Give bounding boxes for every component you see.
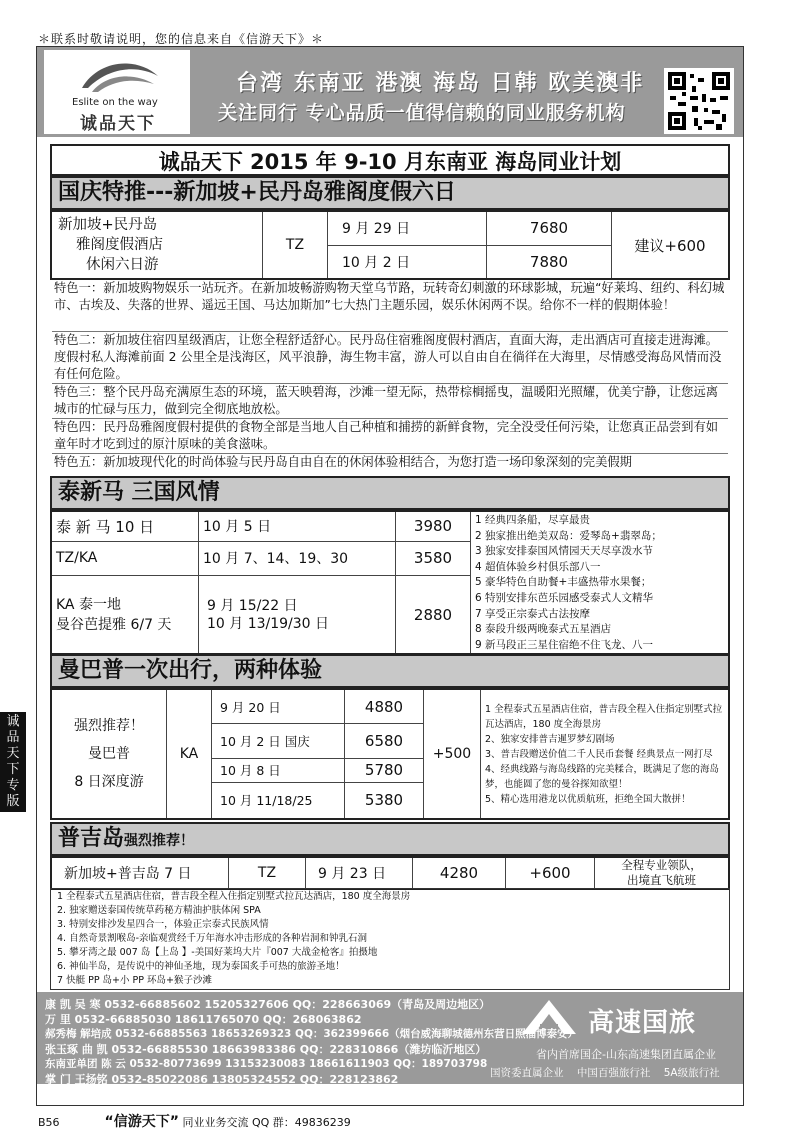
- feature-item: 2、独家安排普吉暹罗梦幻剧场: [485, 733, 615, 745]
- product-line: 8 日深度游: [74, 774, 144, 790]
- product-line: 曼巴普: [88, 746, 130, 762]
- section4-table: [50, 856, 730, 890]
- departure-date: 10 月 8 日: [212, 758, 345, 782]
- feature-item: 1 全程泰式五星酒店住宿，普吉段全程入住指定别墅式拉瓦达酒店，180 度全海景房: [57, 891, 411, 902]
- feature-item: 3、普吉段赠送价值二千人民币套餐 经典景点一网打尽: [485, 748, 713, 760]
- slogan-tagline: 关注同行 专心品质一值得信赖的同业服务机构: [218, 102, 626, 124]
- company-name: 高速国旅: [588, 1008, 697, 1038]
- airline-code: TZ: [229, 857, 306, 889]
- contact-line: 掌 门 王扬铭 0532-85022086 13805324552 QQ：228123862: [45, 1073, 399, 1086]
- departure-date: 10 月 5 日: [199, 511, 396, 541]
- feature-paragraph: 特色一：新加坡购物娱乐一站玩齐。在新加坡畅游购物天堂乌节路，玩转奇幻刺激的环球影城，玩遍“好莱坞、纽约、科幻城市、古埃及、失落的世界、遥远王国、马达加斯加”七大热门主题乐园，娱乐休闲两不误。给你不一样的假期体验！: [52, 280, 728, 332]
- departure-date: 10 月 2 日: [328, 245, 487, 279]
- product-name: [51, 576, 199, 655]
- feature-item: 3. 特别安排沙发星四合一，体验正宗泰式民族风情: [57, 919, 269, 930]
- departure-date: 9 月 20 日: [212, 689, 345, 724]
- qr-code-icon: [664, 68, 734, 134]
- contact-line: 康 凯 吴 寒 0532-66885602 15205327606 QQ：228663069（青岛及周边地区）: [45, 998, 491, 1011]
- price: 7880: [487, 245, 612, 279]
- feature-item: 7 快艇 PP 岛+小 PP 环岛+猴子沙滩: [57, 975, 212, 986]
- price: 4880: [345, 689, 424, 724]
- company-subtitle: 省内首席国企-山东高速集团直属企业: [536, 1048, 716, 1061]
- feature-item: 8 泰段升级两晚泰式五星酒店: [475, 623, 612, 636]
- feature-item: 4. 自然奇景割喉岛-亲临观赏经千万年海水冲击形成的各种岩洞和钟乳石洞: [57, 933, 368, 944]
- section3-product: [51, 689, 167, 819]
- contact-line: 东南亚单团 陈 云 0532-80773699 13153230083 18661611903 QQ：189703798: [45, 1058, 488, 1070]
- page-number: B56: [38, 1116, 60, 1129]
- departure-date: [199, 576, 396, 655]
- section1-table: [50, 210, 730, 280]
- product-name: 新加坡+普吉岛 7 日: [51, 857, 229, 889]
- departure-date: 10 月 7、14、19、30: [199, 541, 396, 575]
- price: 6580: [345, 724, 424, 759]
- price: 3980: [396, 511, 471, 541]
- slogan-destinations: 台湾 东南亚 港澳 海岛 日韩 欧美澳非: [236, 71, 645, 96]
- feature-item: 4、经典线路与海岛线路的完美糅合，既满足了您的海岛梦，也能圆了您的曼谷探知欲望！: [485, 763, 720, 790]
- remark: [595, 857, 730, 889]
- product-line: 休闲六日游: [86, 257, 159, 273]
- price: 7680: [487, 211, 612, 245]
- side-tab: [0, 712, 26, 812]
- product-name: 泰 新 马 10 日: [51, 511, 199, 541]
- product-line: 曼谷芭提雅 6/7 天: [56, 616, 172, 633]
- feature-item: 1 经典四条船，尽享最贵: [475, 514, 591, 526]
- product-line: 雅阁度假酒店: [76, 237, 163, 253]
- contact-line: 张玉琢 曲 凯 0532-66885530 18663983386 QQ：228310866（潍坊临沂地区）: [45, 1043, 487, 1056]
- section2-features: [471, 511, 730, 654]
- section1-product: [51, 211, 263, 279]
- feature-item: 2 独家推出绝美双岛：爱琴岛+翡翠岛；: [475, 529, 662, 542]
- section4-title: 普吉岛: [58, 826, 125, 851]
- section2-table: [50, 510, 730, 655]
- departure-date: 9 月 29 日: [328, 211, 487, 245]
- bottom-brand: “信游天下”: [104, 1114, 179, 1130]
- section2-heading: 泰新马 三国风情: [50, 476, 730, 510]
- company-credentials: 国资委直属企业 中国百强旅行社 5A级旅行社: [490, 1067, 720, 1079]
- feature-paragraph: 特色二：新加坡住宿四星级酒店，让您全程舒适舒心。民丹岛住宿雅阁度假村酒店，直面大海，走出酒店可直接走进海滩。度假村私人海滩前面 2 公里全是浅海区，风平浪静，海生物丰富，游人可以自由自在徜徉在大海里，尽情感受海岛风情而没有任何危险。: [52, 332, 728, 384]
- feature-item: 5、精心选用港龙以优质航班，拒绝全国大散拼！: [485, 793, 691, 805]
- remark-line: 出境直飞航班: [627, 873, 696, 887]
- section3-heading: 曼巴普一次出行，两种体验: [50, 654, 730, 688]
- section4-heading: [50, 822, 730, 856]
- feature-item: 9 新马段正三星住宿绝不住飞龙、八一: [475, 638, 654, 651]
- date-line: 9 月 15/22 日: [207, 597, 298, 614]
- bottom-line: [38, 1111, 351, 1131]
- section3-features: [481, 689, 730, 819]
- section4-features: [50, 888, 730, 990]
- logo-english: Eslite on the way: [72, 97, 158, 108]
- remark-line: 全程专业领队，: [621, 858, 702, 872]
- side-tab-label: 诚品天下专版: [6, 714, 20, 809]
- price: 5780: [345, 758, 424, 782]
- price: 3580: [396, 541, 471, 575]
- price: 2880: [396, 576, 471, 655]
- feature-item: 4 超值体验乡村俱乐部八一: [475, 560, 601, 573]
- logo-chinese: 诚品天下: [80, 114, 156, 134]
- suggest-note: +500: [424, 689, 481, 819]
- feature-paragraph: 特色四：民丹岛雅阁度假村提供的食物全部是当地人自己种植和捕捞的新鲜食物，完全没受任何污染，让您真正品尝到有如童年时才吃到过的原汁原味的美食滋味。: [52, 419, 728, 454]
- feature-paragraph: 特色三：整个民丹岛充满原生态的环境，蓝天映碧海，沙滩一望无际，热带棕榈摇曳，温暖阳光照耀，优美宁静，让您远离城市的忙碌与压力，做到完全彻底地放松。: [52, 384, 728, 419]
- recommend-tag: 强烈推荐！: [74, 718, 144, 734]
- feature-item: 5. 攀牙湾之最 007 岛【上岛 】-美国好莱坞大片『007 大战金枪客』拍摄地: [57, 947, 378, 958]
- airline-code: KA: [167, 689, 212, 819]
- contact-line: 万 里 0532-66885030 18611765070 QQ：268063862: [45, 1013, 362, 1026]
- departure-date: 9 月 23 日: [306, 857, 413, 889]
- price: 5380: [345, 782, 424, 819]
- contact-line: 郝秀梅 解培成 0532-66885563 18653269323 QQ：362399666（烟台威海聊城德州东营日照淄博泰安）: [45, 1028, 579, 1040]
- suggest-note: +600: [506, 857, 595, 889]
- top-note: ＊联系时敬请说明，您的信息来自《信游天下》＊: [38, 32, 325, 46]
- product-line: KA 泰一地: [56, 596, 121, 613]
- feature-item: 5 豪华特色自助餐+丰盛热带水果餐；: [475, 576, 652, 589]
- date-line: 10 月 13/19/30 日: [207, 615, 330, 632]
- price: 4280: [413, 857, 506, 889]
- logo-swoosh-icon: [78, 54, 160, 96]
- suggest-note: 建议+600: [612, 211, 730, 279]
- feature-item: 2. 独家赠送泰国传统草药秘方精油护肤体闲 SPA: [57, 905, 261, 916]
- feature-paragraph: 特色五：新加坡现代化的时尚体验与民丹岛自由自在的休闲体验相结合，为您打造一场印象深刻的完美假期: [54, 455, 632, 469]
- feature-item: 3 独家安排泰国风情园天天尽享泼水节: [475, 545, 654, 558]
- section4-tag: 强烈推荐！: [124, 833, 195, 849]
- bottom-qq-group: 同业业务交流 QQ 群：49836239: [182, 1116, 351, 1129]
- section3-table: [50, 688, 730, 820]
- product-name: TZ/KA: [51, 541, 199, 575]
- feature-item: 6 特别安排东芭乐园感受泰式人文精华: [475, 591, 654, 604]
- section1-heading: 国庆特推---新加坡+民丹岛雅阁度假六日: [50, 176, 730, 210]
- page-title: 诚品天下 2015 年 9-10 月东南亚 海岛同业计划: [50, 144, 730, 176]
- feature-item: 1 全程泰式五星酒店住宿，普吉段全程入住指定别墅式拉瓦达酒店，180 度全海景房: [485, 703, 723, 730]
- airline-code: TZ: [263, 211, 328, 279]
- feature-item: 6. 神仙半岛，是传说中的神仙圣地，现为泰国炙手可热的旅游圣地！: [57, 961, 345, 972]
- section1-features: [52, 280, 728, 471]
- feature-item: 7 享受正宗泰式古法按摩: [475, 607, 591, 620]
- company-logo-icon: [518, 998, 580, 1038]
- departure-date: 10 月 2 日 国庆: [212, 724, 345, 759]
- product-line: 新加坡+民丹岛: [58, 217, 158, 233]
- departure-date: 10 月 11/18/25: [212, 782, 345, 819]
